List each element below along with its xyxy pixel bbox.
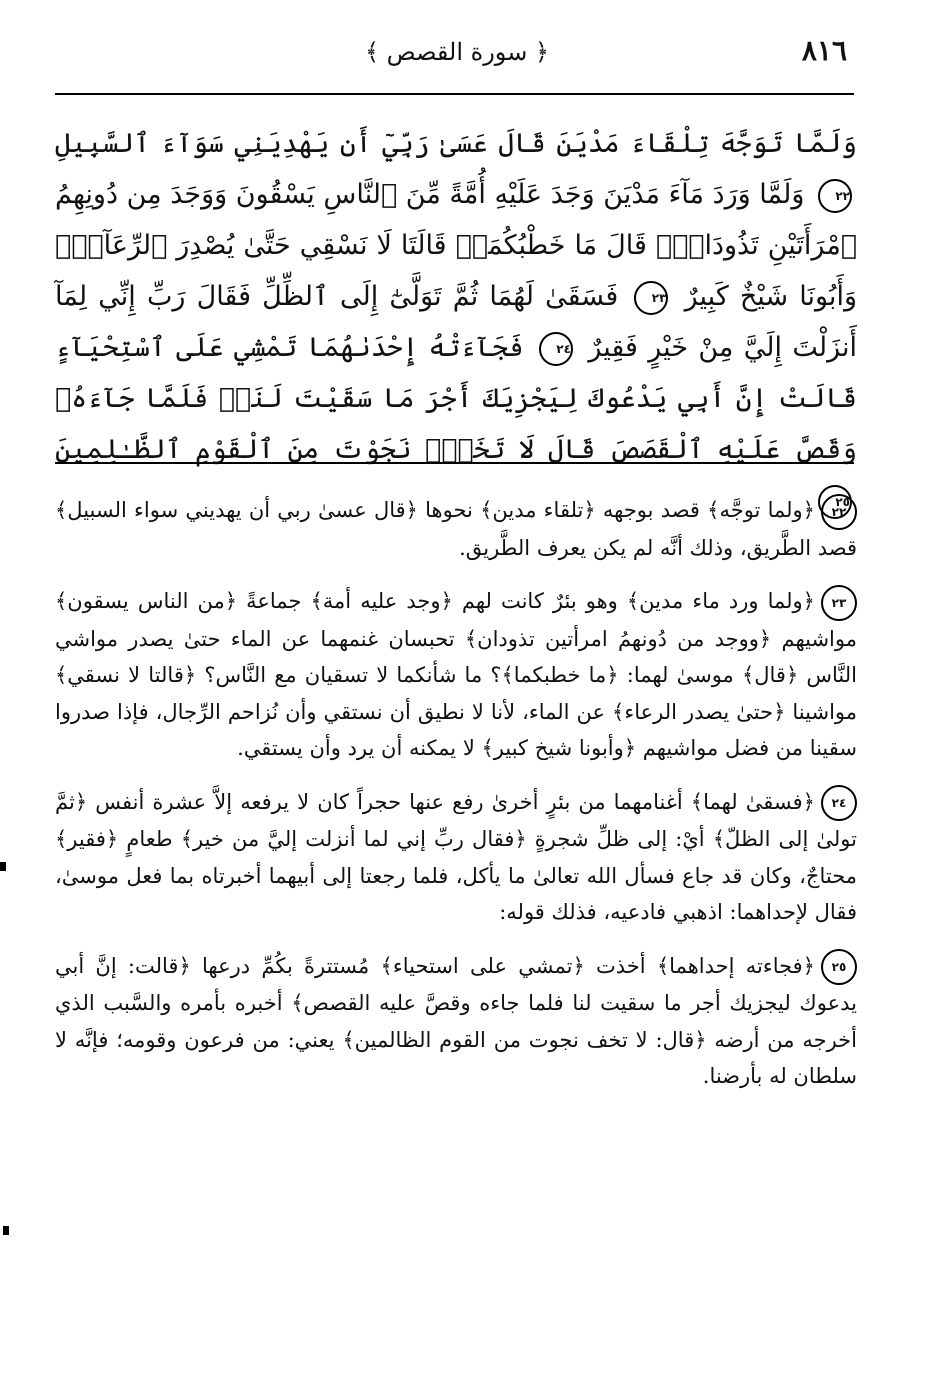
quran-verses [55,118,857,526]
header-divider [55,93,854,95]
verse-number-marker: ٢٤ [821,785,857,821]
commentary-text: ﴿فسقىٰ لهما﴾ أغنامهما من بئرٍ أخرىٰ رفع عنها حجراً كان لا يرفعه إلاَّ عشرة أنفس ﴿ثمَّ تولىٰ إلى الظلّ﴾ أيْ: إلى ظلِّ شجرةٍ ﴿فقال ربِّ إني لما أنزلت إليَّ من خير﴾ طعامٍ ﴿فقير﴾ محتاجٌ، وكان قد جاع فسأل الله تعالىٰ ما يأكل، فلما رجعتا إلى أبيهما أخبرتاه بما فعل موسىٰ، فقال لإحداهما: اذهبي فادعيه، فذلك قوله: [55,789,857,924]
verse-text: فَجَآءَتْهُ إِحْدَىٰهُمَا تَمْشِي عَلَى ٱسْتِحْيَآءٍ قَالَتْ إِنَّ أَبِي يَدْعُوكَ لِيَجْزِيَكَ أَجْرَ مَا سَقَيْتَ لَنَاۚ فَلَمَّا جَآءَهُۥ وَقَصَّ عَلَيْهِ ٱلْقَصَصَ قَالَ لَا تَخَفْۖ نَجَوْتَ مِنَ ٱلْقَوْمِ ٱلظَّـٰلِمِينَ [55,332,857,465]
verse-text: وَلَمَّا وَرَدَ مَآءَ مَدْيَنَ وَجَدَ عَلَيْهِ أُمَّةً مِّنَ ٱلنَّاسِ يَسْقُونَ وَوَجَدَ مِن دُونِهِمُ ٱمْرَأَتَيْنِ تَذُودَانِۖ قَالَ مَا خَطْبُكُمَاۖ قَالَتَا لَا نَسْقِي حَتَّىٰ يُصْدِرَ ٱلرِّعَآءُۖ وَأَبُونَا شَيْخٌ كَبِيرٌ [55,179,857,312]
sura-title: ﴿ سورة القصص ﴾ [364,38,550,66]
scan-edge-mark [3,1226,9,1235]
verse-number-marker: ٢٣ [821,585,857,621]
page-header [55,30,859,80]
verse-number-marker: ٢٢ [821,494,857,530]
commentary-text: ﴿ولما ورد ماء مدين﴾ وهو بئرٌ كانت لهم ﴿وجد عليه أمة﴾ جماعةً ﴿من الناس يسقون﴾ مواشيهم ﴿ووجد من دُونهمُ امرأتين تذودان﴾ تحبسان غنمهما عن الماء حتىٰ يصدر مواشي النَّاس ﴿قال﴾ موسىٰ لهما: ﴿ما خطبكما﴾؟ ما شأنكما لا تسقيان مع النَّاس؟ ﴿قالتا لا نسقي﴾ مواشينا ﴿حتىٰ يصدر الرعاء﴾ عن الماء، لأنا لا نطيق أن نستقي وأن نُزاحم الرِّجال، فإذا صدروا سقينا من فضل مواشيهم ﴿وأبونا شيخ كبير﴾ لا يمكنه أن يرد وأن يستقي. [55,589,857,760]
commentary-paragraph [55,784,857,931]
scan-edge-mark [0,862,6,871]
verse-number-marker: ٢٥ [818,485,852,519]
commentary-paragraph [55,948,857,1095]
verse-number-marker: ٢٥ [821,949,857,985]
commentary-paragraph [55,492,857,566]
verse-text: وَلَمَّا تَوَجَّهَ تِلْقَاءَ مَدْيَنَ قَالَ عَسَىٰ رَبِّيٓ أَن يَهْدِيَنِي سَوَآءَ ٱلسَّبِيلِ [55,128,857,159]
commentary-text: ﴿فجاءته إحداهما﴾ أخذت ﴿تمشي على استحياء﴾ مُستترةً بكُمِّ درعها ﴿قالت: إنَّ أبي يدعوك ليجزيك أجر ما سقيت لنا فلما جاءه وقصَّ عليه القصص﴾ أخبره بأمره والسَّبب الذي أخرجه من أرضه ﴿قال: لا تخف نجوت من القوم الظالمين﴾ يعني: من فرعون وقومه؛ فإنَّه لا سلطان له بأرضنا. [55,953,857,1088]
page-number: ٨١٦ [801,34,847,67]
commentary-paragraph [55,583,857,767]
verse-number-marker: ٢٤ [539,332,573,366]
commentary-text: ﴿ولما توجَّه﴾ قصد بوجهه ﴿تلقاء مدين﴾ نحوها ﴿قال عسىٰ ربي أن يهديني سواء السبيل﴾ قصد الطَّريق، وذلك أنَّه لم يكن يعرف الطَّريق. [55,498,857,560]
verse-number-marker: ٢٣ [634,281,668,315]
verse-text: فَسَقَىٰ لَهُمَا ثُمَّ تَوَلَّىٰٓ إِلَى ٱلظِّلِّ فَقَالَ رَبِّ إِنِّي لِمَآ أَنزَلْتَ إِلَيَّ مِنْ خَيْرٍ فَقِيرٌ [55,281,857,363]
tafsir-commentary [55,492,857,1112]
verse-number-marker: ٢٢ [818,179,852,213]
section-divider [55,462,854,464]
